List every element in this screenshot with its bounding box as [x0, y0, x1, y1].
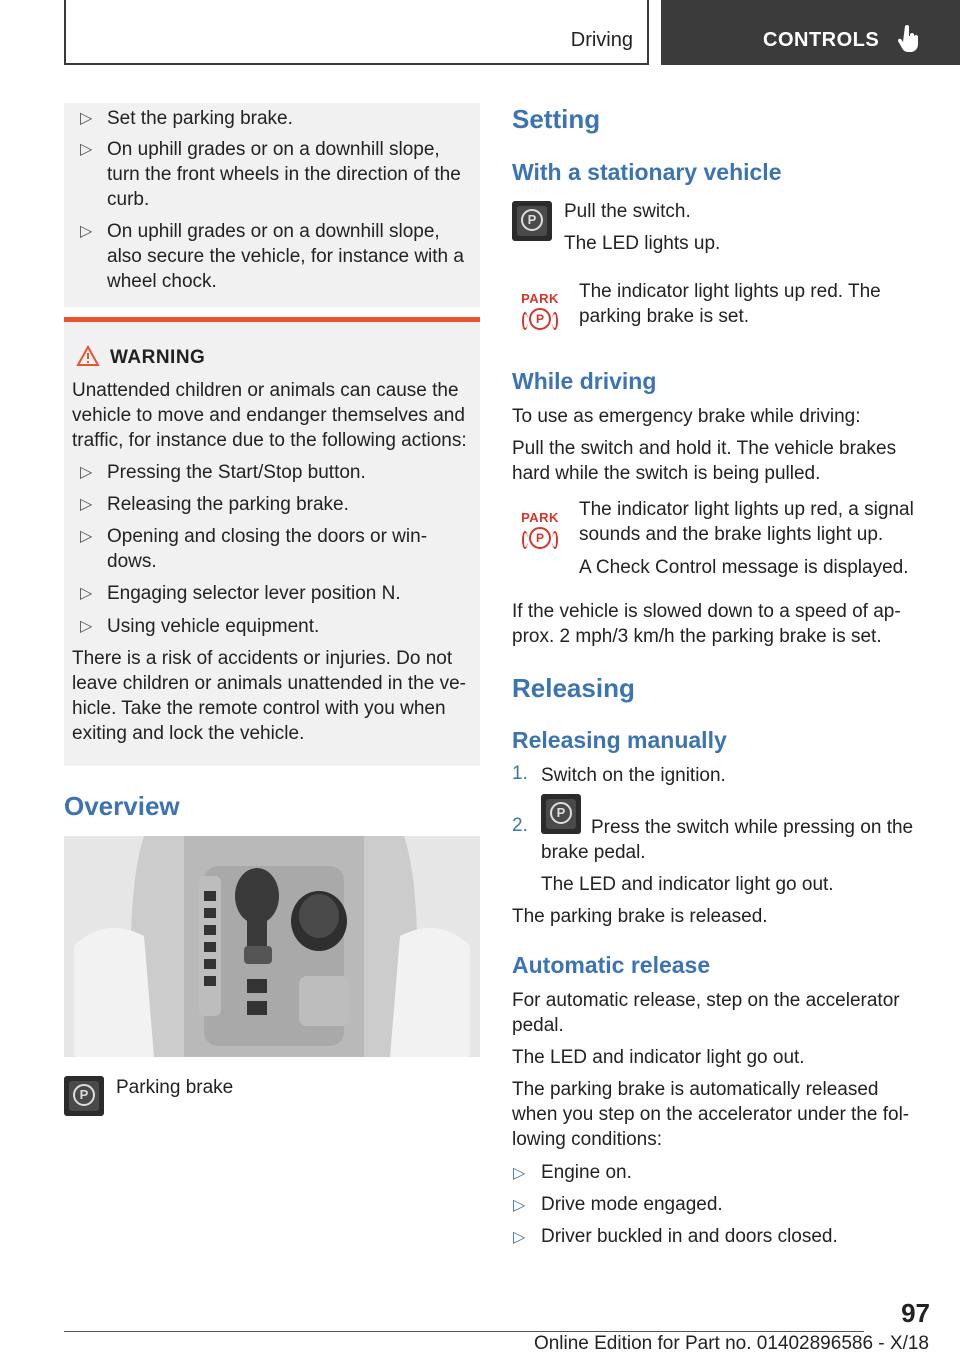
warning-title: WARNING [110, 347, 206, 368]
pointing-hand-icon [897, 24, 921, 54]
stationary-line-1: Pull the switch. [564, 201, 691, 222]
step-text: Press the switch while pressing on the [591, 817, 914, 838]
triangle-bullet-icon: ▷ [513, 1197, 526, 1214]
list-item: ▷ Using vehicle equipment. [80, 616, 320, 637]
list-item: Driver buckled in and doors closed. [541, 1226, 838, 1247]
header-chapter-box [661, 0, 960, 65]
parking-brake-switch-icon: P [512, 201, 552, 241]
driving-heading: While driving [512, 368, 657, 394]
auto-heading: Automatic release [512, 952, 711, 978]
released-text: The parking brake is released. [512, 906, 768, 927]
driving-paragraph-1: To use as emergency brake while driving: [512, 406, 861, 427]
park-indicator-icon: PARK P [519, 510, 561, 558]
triangle-bullet-icon: ▷ [80, 141, 93, 158]
list-item: Drive mode engaged. [541, 1194, 723, 1215]
auto-paragraph-1: For automatic release, step on the accelerator pedal. [512, 990, 900, 1036]
step-number: 1. [512, 763, 528, 784]
list-item: Engine on. [541, 1162, 632, 1183]
step-note: The LED and indicator light go out. [541, 874, 834, 895]
triangle-bullet-icon: ▷ [80, 464, 93, 481]
triangle-bullet-icon: ▷ [80, 496, 93, 513]
triangle-bullet-icon: ▷ [80, 618, 93, 635]
driving-paragraph-3: If the vehicle is slowed down to a speed of ap-prox. 2 mph/3 km/h the parking brake is set. [512, 601, 901, 647]
step-number: 2. [512, 815, 528, 836]
triangle-bullet-icon: ▷ [80, 528, 93, 545]
list-item: ▷ On uphill grades or on a downhill slope, also secure the vehicle, for instance with a wheel chock. [80, 221, 464, 292]
triangle-bullet-icon: ▷ [80, 223, 93, 240]
driving-indicator-text: The indicator light lights up red, a signal sounds and the brake lights light up. [579, 499, 914, 545]
releasing-heading: Releasing [512, 673, 635, 703]
driving-paragraph-2: Pull the switch and hold it. The vehicle brakes hard while the switch is being pulled. [512, 438, 897, 484]
step-text-continued: brake pedal. [541, 842, 646, 863]
warning-outro: There is a risk of accidents or injuries. Do not leave children or animals unattended in the ve-hicle. Take the remote control with you when exiting and lock the vehicle. [72, 648, 466, 744]
auto-paragraph-3: The parking brake is automatically released when you step on the accelerator under the fol-lowing conditions: [512, 1079, 910, 1150]
footer-edition: Online Edition for Part no. 01402896586 - X/18 [533, 1333, 929, 1354]
triangle-bullet-icon: ▷ [80, 110, 93, 127]
header-section-box [64, 0, 649, 65]
center-console-photo [64, 836, 480, 1057]
overview-heading: Overview [64, 791, 180, 821]
triangle-bullet-icon: ▷ [80, 585, 93, 602]
stationary-heading: With a stationary vehicle [512, 159, 782, 185]
warning-intro: Unattended children or animals can cause the vehicle to move and endanger themselves and traffic, for instance due to the following actions: [72, 380, 467, 451]
check-control-text: A Check Control message is displayed. [579, 557, 909, 578]
step-text: Switch on the ignition. [541, 765, 726, 786]
list-item: ▷ Pressing the Start/Stop button. [80, 462, 366, 483]
list-item: ▷ Set the parking brake. [80, 108, 293, 129]
stationary-indicator-text: The indicator light lights up red. The parking brake is set. [579, 281, 881, 327]
footer-divider [64, 1331, 864, 1332]
list-item: ▷ Engaging selector lever position N. [80, 583, 401, 604]
page-number: 97 [901, 1298, 930, 1328]
parking-brake-switch-icon: P [64, 1076, 104, 1116]
list-item: ▷ Releasing the parking brake. [80, 494, 349, 515]
list-item: ▷ Opening and closing the doors or win-dows. [80, 526, 428, 572]
park-indicator-icon: PARK P [519, 291, 561, 339]
photo-caption: Parking brake [116, 1077, 234, 1098]
header-section-title: Driving [570, 29, 633, 51]
parking-brake-switch-icon: P [541, 794, 581, 834]
triangle-bullet-icon: ▷ [513, 1165, 526, 1182]
auto-paragraph-2: The LED and indicator light go out. [512, 1047, 805, 1068]
manual-heading: Releasing manually [512, 727, 727, 753]
warning-triangle-icon [76, 345, 100, 367]
setting-heading: Setting [512, 104, 601, 134]
stationary-line-2: The LED lights up. [564, 233, 721, 254]
triangle-bullet-icon: ▷ [513, 1229, 526, 1246]
list-item: ▷ On uphill grades or on a downhill slope, turn the front wheels in the direction of the curb. [80, 139, 461, 210]
header-chapter-title: CONTROLS [763, 29, 880, 51]
